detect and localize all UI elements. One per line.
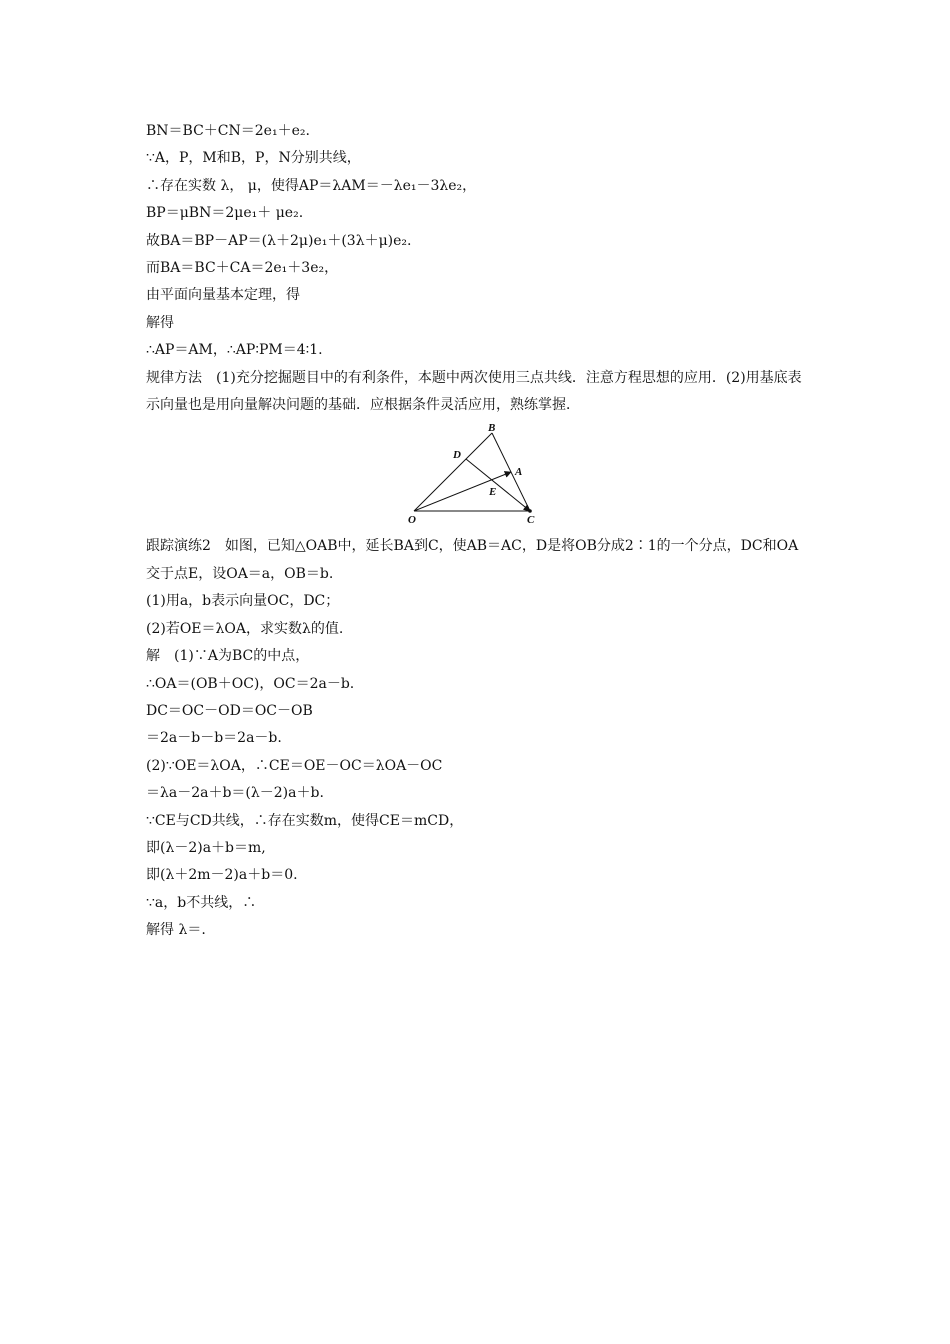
vector-OA <box>414 472 511 511</box>
solution-part-1 <box>146 118 806 419</box>
text-line: 故BA＝BP－AP＝(λ＋2μ)e₁＋(3λ＋μ)e₂. <box>146 232 412 249</box>
document-page <box>146 118 806 945</box>
triangle-diagram <box>404 423 544 527</box>
text-line: 解 (1)∵A为BC的中点， <box>146 648 310 665</box>
solution-part-2 <box>146 533 806 944</box>
text-line: ＝2a－b－b＝2a－b. <box>146 730 282 747</box>
text-line: BN＝BC＋CN＝2e₁＋e₂. <box>146 123 310 139</box>
text-line: 由平面向量基本定理，得 <box>146 287 300 304</box>
text-line: 即(λ－2)a＋b＝m, <box>146 839 266 856</box>
text-line: (2)∵OE＝λOA，∴CE＝OE－OC＝λOA－OC <box>146 757 443 774</box>
text-line: 解得 λ＝. <box>146 922 206 939</box>
text-line: 解得 <box>146 314 174 331</box>
text-line: (1)用a，b表示向量OC，DC； <box>146 593 340 610</box>
label-O: O <box>408 514 416 527</box>
text-line: 即(λ＋2m－2)a＋b＝0. <box>146 867 298 884</box>
exercise-problem: 跟踪演练2 如图，已知△OAB中，延长BA到C，使AB＝AC，D是将OB分成2∶1的一个分点，DC和OA交于点E，设OA＝a，OB＝b. <box>146 538 799 582</box>
triangle-figure <box>146 423 806 527</box>
text-line: ∵a，b不共线，∴ <box>146 894 257 911</box>
label-D: D <box>453 449 461 462</box>
point-C <box>528 510 532 514</box>
text-line: 而BA＝BC＋CA＝2e₁＋3e₂， <box>146 260 339 277</box>
label-A: A <box>515 466 523 479</box>
label-B: B <box>488 422 496 435</box>
segment-OB <box>414 433 492 511</box>
text-line: ∴存在实数 λ， μ，使得AP＝λAM＝－λe₁－3λe₂， <box>146 177 477 194</box>
text-line: DC＝OC－OD＝OC－OB <box>146 702 313 719</box>
method-paragraph: 规律方法 (1)充分挖掘题目中的有利条件，本题中两次使用三点共线．注意方程思想的应用．(2)用基底表示向量也是用向量解决问题的基础．应根据条件灵活应用，熟练掌握． <box>146 369 802 414</box>
text-line: ＝λa－2a＋b＝(λ－2)a＋b. <box>146 785 324 802</box>
text-line: ∴AP＝AM，∴AP∶PM＝4∶1. <box>146 342 323 359</box>
text-line: ∵CE与CD共线，∴存在实数m，使得CE＝mCD， <box>146 812 464 829</box>
text-line: BP＝μBN＝2μe₁＋ μe₂. <box>146 205 304 222</box>
text-line: (2)若OE＝λOA，求实数λ的值. <box>146 620 344 637</box>
text-line: ∴OA＝(OB＋OC)，OC＝2a－b. <box>146 675 355 692</box>
text-line: ∵A，P，M和B，P，N分别共线， <box>146 150 361 167</box>
label-C: C <box>527 514 535 527</box>
label-E: E <box>489 486 497 499</box>
